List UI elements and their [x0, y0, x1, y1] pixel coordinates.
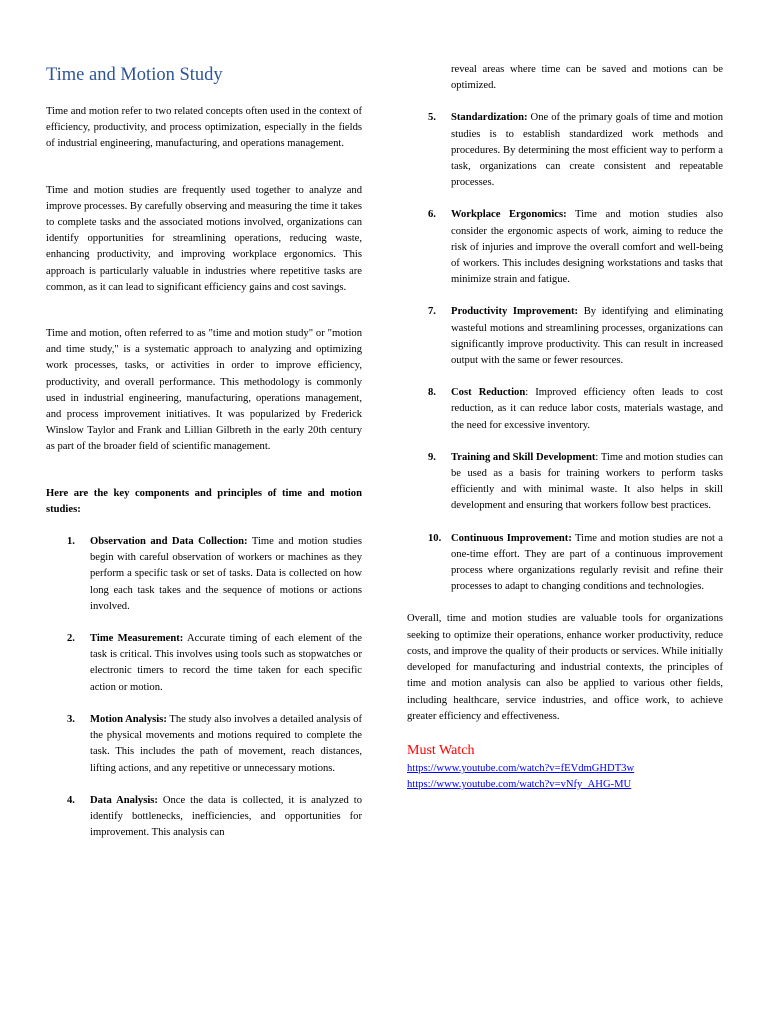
list-item-4	[46, 793, 362, 842]
right-column	[407, 62, 723, 793]
components-list-right	[407, 110, 723, 595]
list-item-term: Standardization:	[451, 112, 528, 124]
list-item-number: 5.	[428, 112, 436, 124]
list-item-term: Time Measurement:	[90, 633, 184, 645]
list-item-4-continuation: reveal areas where time can be saved and motions can be optimized.	[451, 64, 723, 92]
list-item-text: : Improved efficiency often leads to cost reduction, as it can reduce labor costs, materials wastage, and the need for excessive inventory.	[451, 387, 724, 431]
paragraph-3: Time and motion, often referred to as "time and motion study" or "motion and time study," is a systematic approach to analyzing and optimizing work processes, tasks, or activities in order to improve efficiency, productivity, and overall performance. This methodology is commonly used in industrial engineering, manufacturing, operations management, and process improvement initiatives. It was popularized by Frederick Winslow Taylor and Frank and Lillian Gilbreth in the early 20th century as part of the broader field of scientific management.	[46, 328, 362, 453]
list-item-text: Once the data is collected, it is analyzed to identify bottlenecks, inefficiencies, and opportunities for improvement. This analysis can	[90, 794, 362, 839]
left-column	[46, 62, 362, 841]
list-item-number: 1.	[67, 536, 75, 548]
list-item-term: Continuous Improvement:	[451, 532, 572, 544]
list-item-term: Workplace Ergonomics:	[451, 209, 567, 221]
list-intro: Here are the key components and principles of time and motion studies:	[46, 487, 362, 515]
list-item-term: Observation and Data Collection:	[90, 536, 248, 548]
conclusion-paragraph: Overall, time and motion studies are valuable tools for organizations seeking to optimize their operations, enhance worker productivity, reduce costs, and improve the quality of their products or services. While initially developed for manufacturing and industrial contexts, the principles of time and motion analysis can also be applied to various other fields, including healthcare, service industries, and office work, to achieve greater efficiency and effectiveness.	[407, 613, 723, 722]
list-item-5	[407, 110, 723, 191]
list-item-7	[407, 304, 723, 369]
list-item-number: 10.	[428, 532, 442, 544]
list-item-term: Motion Analysis:	[90, 713, 167, 725]
list-item-text: Time and motion studies also consider the ergonomic aspects of work, aiming to reduce the risk of injuries and improve the overall comfort and well-being of workers. This includes designing workstations and tasks that minimize strain and fatigue.	[451, 209, 723, 286]
paragraph-2: Time and motion studies are frequently used together to analyze and improve processes. By carefully observing and measuring the time it takes to complete tasks and the associated motions involved, organizations can identify opportunities for streamlining operations, reducing waste, enhancing productivity, and improving workplace ergonomics. This approach is particularly valuable in industries where repetitive tasks are common, as it can lead to significant efficiency gains and cost savings.	[46, 184, 362, 293]
list-item-6	[407, 207, 723, 288]
list-item-1	[46, 534, 362, 615]
list-item-number: 2.	[67, 633, 75, 645]
list-item-text: Time and motion studies begin with careful observation of workers or machines as they perform a specific task or set of tasks. Data is collected on how long each task takes and the sequence of motions or actions involved.	[90, 536, 362, 612]
list-item-text: One of the primary goals of time and motion studies is to establish standardized work methods and procedures. By determining the most efficient way to perform a task, organizations can create consistent and repeatable processes.	[451, 112, 723, 189]
list-item-number: 4.	[67, 794, 75, 806]
youtube-link-1[interactable]: https://www.youtube.com/watch?v=fEVdmGHDT3w	[407, 762, 635, 774]
list-item-text: The study also involves a detailed analysis of the physical movements and motions required to complete the task. This includes the path of movement, reach distances, lifting actions, and any repetitive or unnecessary motions.	[90, 713, 362, 774]
list-item-number: 7.	[428, 306, 436, 318]
list-item-2	[46, 631, 362, 696]
must-watch-heading: Must Watch	[407, 742, 475, 758]
page-title: Time and Motion Study	[46, 65, 223, 85]
youtube-link-2[interactable]: https://www.youtube.com/watch?v=vNfy_AHG-MU	[407, 779, 632, 791]
list-item-text: Time and motion studies are not a one-time effort. They are part of a continuous improvement process where organizations regularly revisit and refine their processes to adapt to changing conditions and technologies.	[451, 532, 723, 593]
list-item-number: 3.	[67, 713, 75, 725]
paragraph-1: Time and motion refer to two related concepts often used in the context of efficiency, productivity, and process optimization, especially in the fields of industrial engineering, manufacturing, and operations management.	[46, 106, 362, 150]
list-item-number: 9.	[428, 451, 436, 463]
list-item-9	[407, 450, 723, 515]
list-item-3	[46, 712, 362, 777]
list-item-text: : Time and motion studies can be used as a basis for training workers to perform tasks efficiently and with minimal waste. It also helps in skill development and ensuring that workers follow best practices.	[451, 451, 723, 512]
list-item-term: Training and Skill Development	[451, 451, 596, 463]
list-item-text: By identifying and eliminating wasteful motions and streamlining processes, organizations can significantly improve productivity. This can result in increased output with the same or fewer resources.	[451, 306, 723, 367]
list-item-number: 8.	[428, 387, 436, 399]
list-item-number: 6.	[428, 209, 436, 221]
list-item-term: Cost Reduction	[451, 387, 526, 399]
list-item-term: Data Analysis:	[90, 794, 158, 806]
list-item-text: Accurate timing of each element of the task is critical. This involves using tools such as stopwatches or electronic timers to record the time taken for each specific action or motion.	[90, 633, 362, 693]
list-item-8	[407, 385, 723, 434]
components-list-left	[46, 534, 362, 841]
list-item-10	[407, 531, 723, 596]
list-item-term: Productivity Improvement:	[451, 306, 579, 318]
